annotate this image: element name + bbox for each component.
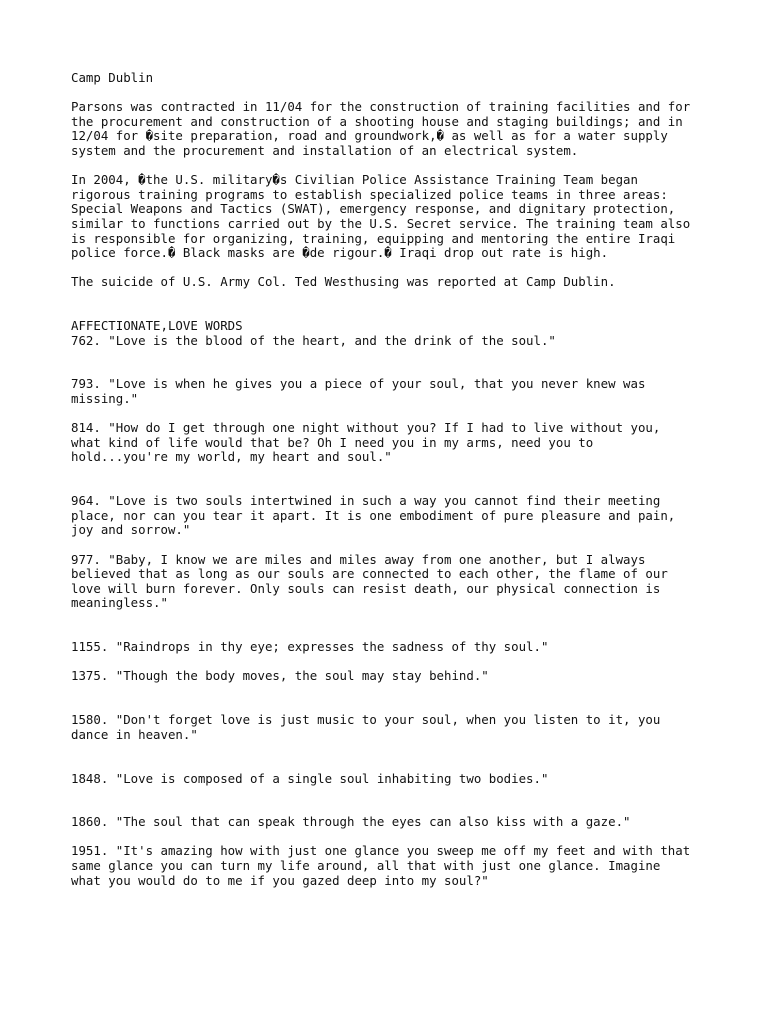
paragraph-parsons-contract: Parsons was contracted in 11/04 for the construction of training facilities and for the procurement and construction of a shooting house and staging buildings; and in 12/04 for �site preparation, road and groundwork,� as well as for a water supply system and the procurement and installation of an electrical system. xyxy=(71,99,691,158)
quote-1951: 1951. "It's amazing how with just one glance you sweep me off my feet and with that same glance you can turn my life around, all that with just one glance. Imagine what you would do to me if you gazed deep into my soul?" xyxy=(71,843,691,888)
section-heading: AFFECTIONATE,LOVE WORDS xyxy=(71,318,243,334)
paragraph-suicide-report: The suicide of U.S. Army Col. Ted Westhusing was reported at Camp Dublin. xyxy=(71,274,616,290)
paragraph-training-team: In 2004, �the U.S. military�s Civilian Police Assistance Training Team began rigorous training programs to establish specialized police teams in three areas: Special Weapons and Tactics (SWAT), emergency response, and dignitary protection, similar to functions carried out by the U.S. Secret service. The training team also is responsible for organizing, training, equipping and mentoring the entire Iraqi police force.� Black masks are �de rigour.� Iraqi drop out rate is high. xyxy=(71,172,691,261)
quote-1580: 1580. "Don't forget love is just music to your soul, when you listen to it, you dance in heaven." xyxy=(71,712,661,742)
quote-793: 793. "Love is when he gives you a piece of your soul, that you never knew was missing." xyxy=(71,376,646,407)
quote-1860: 1860. "The soul that can speak through the eyes can also kiss with a gaze." xyxy=(71,814,631,830)
document-page xyxy=(71,71,711,888)
quote-1375: 1375. "Though the body moves, the soul may stay behind." xyxy=(71,668,489,684)
quote-1848: 1848. "Love is composed of a single soul inhabiting two bodies." xyxy=(71,770,549,786)
quote-977: 977. "Baby, I know we are miles and miles away from one another, but I always believed that as long as our souls are connected to each other, the flame of our love will burn forever. Only souls can resist death, our physical connection is meaningless." xyxy=(71,551,668,611)
quote-964: 964. "Love is two souls intertwined in such a way you cannot find their meeting place, nor can you tear it apart. It is one embodiment of pure pleasure and pain, joy and sorrow." xyxy=(71,493,676,538)
quote-814: 814. "How do I get through one night without you? If I had to live without you, what kind of life would that be? Oh I need you in my arms, need you to hold...you're my world, my heart and soul." xyxy=(71,420,661,465)
quote-762: 762. "Love is the blood of the heart, and the drink of the soul." xyxy=(71,332,556,348)
document-title: Camp Dublin xyxy=(71,70,154,85)
quote-1155: 1155. "Raindrops in thy eye; expresses the sadness of thy soul." xyxy=(71,639,549,655)
